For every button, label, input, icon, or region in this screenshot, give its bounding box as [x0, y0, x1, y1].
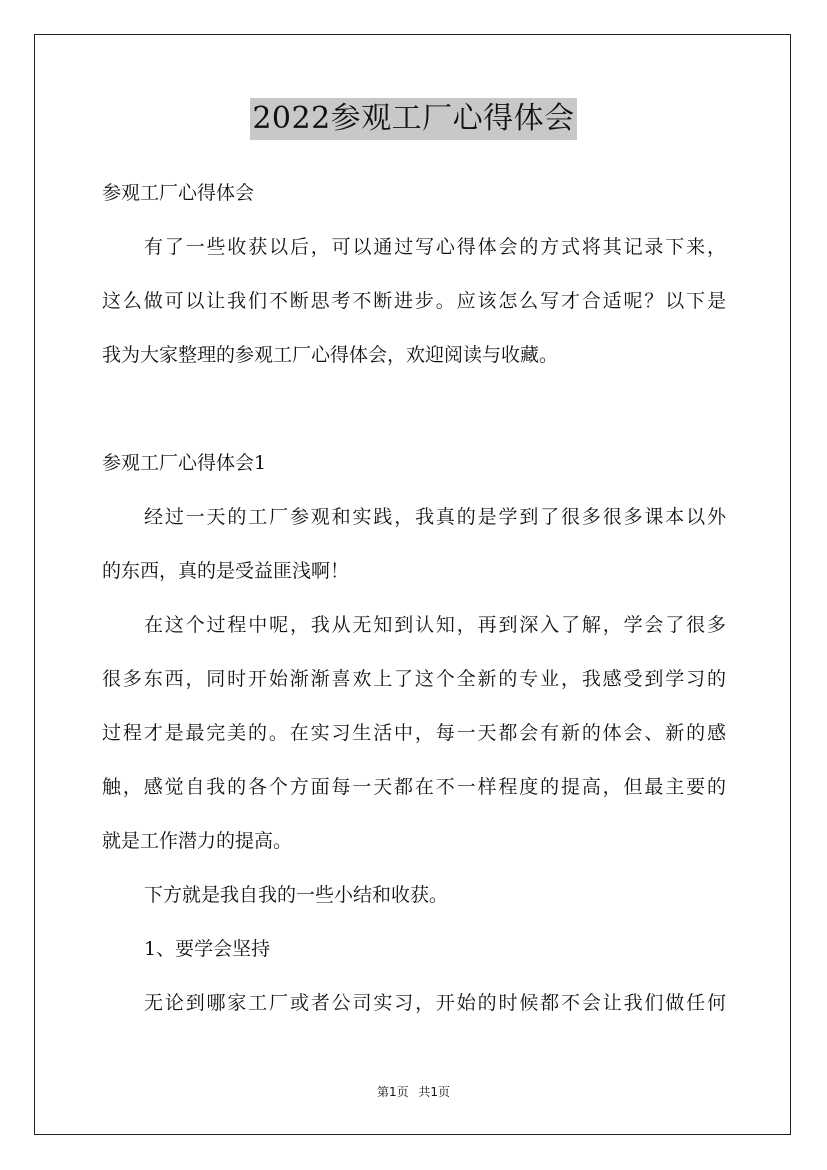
paragraph-line: 很多东西，同时开始渐渐喜欢上了这个全新的专业，我感受到学习的 [102, 668, 726, 690]
paragraph-line: 的东西，真的是受益匪浅啊！ [102, 560, 350, 582]
paragraph-line: 下方就是我自我的一些小结和收获。 [144, 884, 449, 906]
paragraph-line: 经过一天的工厂参观和实践，我真的是学到了很多很多课本以外 [144, 506, 726, 528]
document-title: 2022参观工厂心得体会 [250, 98, 576, 140]
section-heading: 参观工厂心得体会 [102, 182, 255, 204]
page-footer [0, 1084, 827, 1100]
page-number: 第1页 [376, 1085, 409, 1099]
paragraph-line: 有了一些收获以后，可以通过写心得体会的方式将其记录下来， [144, 236, 726, 258]
list-item-heading: 1、要学会坚持 [144, 938, 271, 960]
page-total: 共1页 [418, 1085, 451, 1099]
title-container [0, 98, 827, 140]
document-body [102, 166, 726, 1030]
paragraph-line: 无论到哪家工厂或者公司实习，开始的时候都不会让我们做任何 [144, 992, 726, 1014]
paragraph-line: 过程才是最完美的。在实习生活中，每一天都会有新的体会、新的感 [102, 722, 726, 744]
paragraph-line: 触，感觉自我的各个方面每一天都在不一样程度的提高，但最主要的 [102, 776, 726, 798]
paragraph-line: 这么做可以让我们不断思考不断进步。应该怎么写才合适呢？以下是 [102, 290, 726, 312]
paragraph-line: 在这个过程中呢，我从无知到认知，再到深入了解，学会了很多 [144, 614, 726, 636]
paragraph-line: 我为大家整理的参观工厂心得体会，欢迎阅读与收藏。 [102, 344, 559, 366]
section-heading: 参观工厂心得体会1 [102, 452, 267, 474]
paragraph-line: 就是工作潜力的提高。 [102, 830, 293, 852]
blank-line [102, 382, 726, 436]
